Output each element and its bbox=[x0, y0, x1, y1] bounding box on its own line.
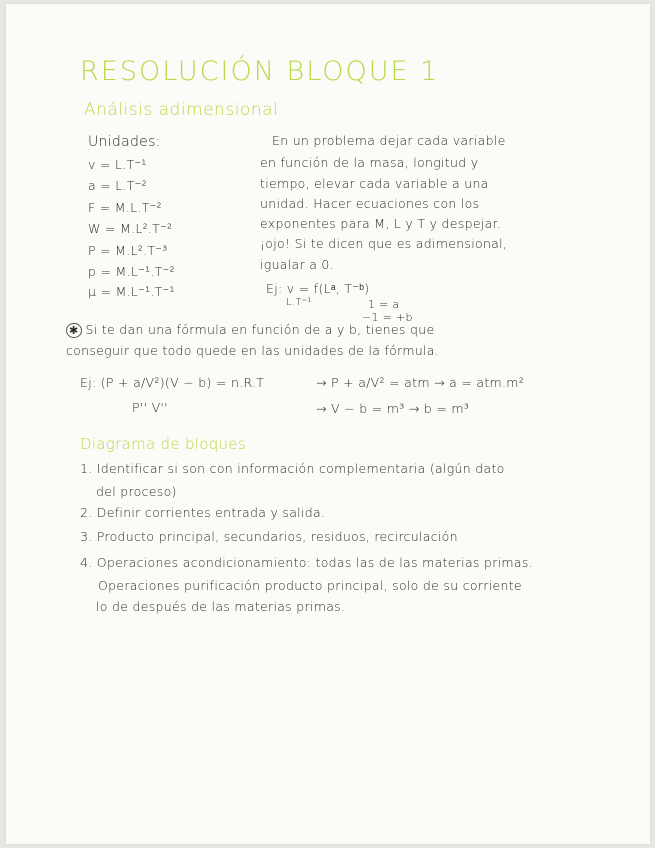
example2-sub: P'' V'' bbox=[132, 400, 168, 415]
paragraph-line: tiempo, elevar cada variable a una bbox=[260, 176, 489, 191]
unit-line: a = L.T⁻² bbox=[88, 178, 147, 193]
unit-line: μ = M.L⁻¹.T⁻¹ bbox=[88, 284, 175, 299]
example-sub: L.T⁻¹ bbox=[286, 297, 312, 308]
paragraph-line: en función de la masa, longitud y bbox=[260, 155, 479, 170]
list-item: 1. Identificar si son con información complementaria (algún dato bbox=[80, 461, 505, 476]
example2-equation: Ej: (P + a/V²)(V − b) = n.R.T bbox=[80, 375, 265, 390]
example-result: 1 = a bbox=[368, 298, 400, 311]
unit-line: p = M.L⁻¹.T⁻² bbox=[88, 264, 175, 279]
paragraph-line: exponentes para M, L y T y despejar. bbox=[260, 216, 502, 231]
paragraph-line: igualar a 0. bbox=[260, 257, 334, 272]
note-line: conseguir que todo quede en las unidades de la fórmula. bbox=[66, 343, 440, 358]
paragraph-line: ¡ojo! Si te dicen que es adimensional, bbox=[260, 236, 508, 251]
note-text: Si te dan una fórmula en función de a y b, tienes que bbox=[85, 322, 435, 337]
example2-result: → P + a/V² = atm → a = atm.m² bbox=[316, 375, 525, 390]
notebook-page bbox=[6, 4, 650, 844]
units-label: Unidades: bbox=[88, 134, 161, 150]
unit-line: F = M.L.T⁻² bbox=[88, 200, 162, 215]
example-equation: Ej: v = f(Lᵃ, T⁻ᵇ) bbox=[266, 281, 370, 296]
list-item: 4. Operaciones acondicionamiento: todas las de las materias primas. bbox=[80, 555, 533, 570]
note-line bbox=[66, 322, 434, 337]
example2-result: → V − b = m³ → b = m³ bbox=[316, 401, 470, 416]
unit-line: P = M.L².T⁻³ bbox=[88, 243, 168, 258]
paragraph-line: En un problema dejar cada variable bbox=[272, 133, 506, 148]
unit-line: W = M.L².T⁻² bbox=[88, 221, 173, 236]
section-heading-dimensional: Análisis adimensional bbox=[84, 100, 279, 120]
star-icon: ✱ bbox=[66, 323, 82, 338]
list-item: 3. Producto principal, secundarios, residuos, recirculación bbox=[80, 529, 458, 544]
list-item: Operaciones purificación producto principal, solo de su corriente bbox=[98, 578, 522, 593]
unit-line: v = L.T⁻¹ bbox=[88, 157, 147, 172]
list-item: del proceso) bbox=[96, 484, 177, 499]
example-result: −1 = +b bbox=[362, 311, 413, 324]
paragraph-line: unidad. Hacer ecuaciones con los bbox=[260, 196, 480, 211]
list-item: lo de después de las materias primas. bbox=[96, 599, 346, 614]
list-item: 2. Definir corrientes entrada y salida. bbox=[80, 505, 326, 520]
section-heading-block-diagram: Diagrama de bloques bbox=[80, 435, 246, 453]
page-title: RESOLUCIÓN BLOQUE 1 bbox=[80, 56, 440, 87]
